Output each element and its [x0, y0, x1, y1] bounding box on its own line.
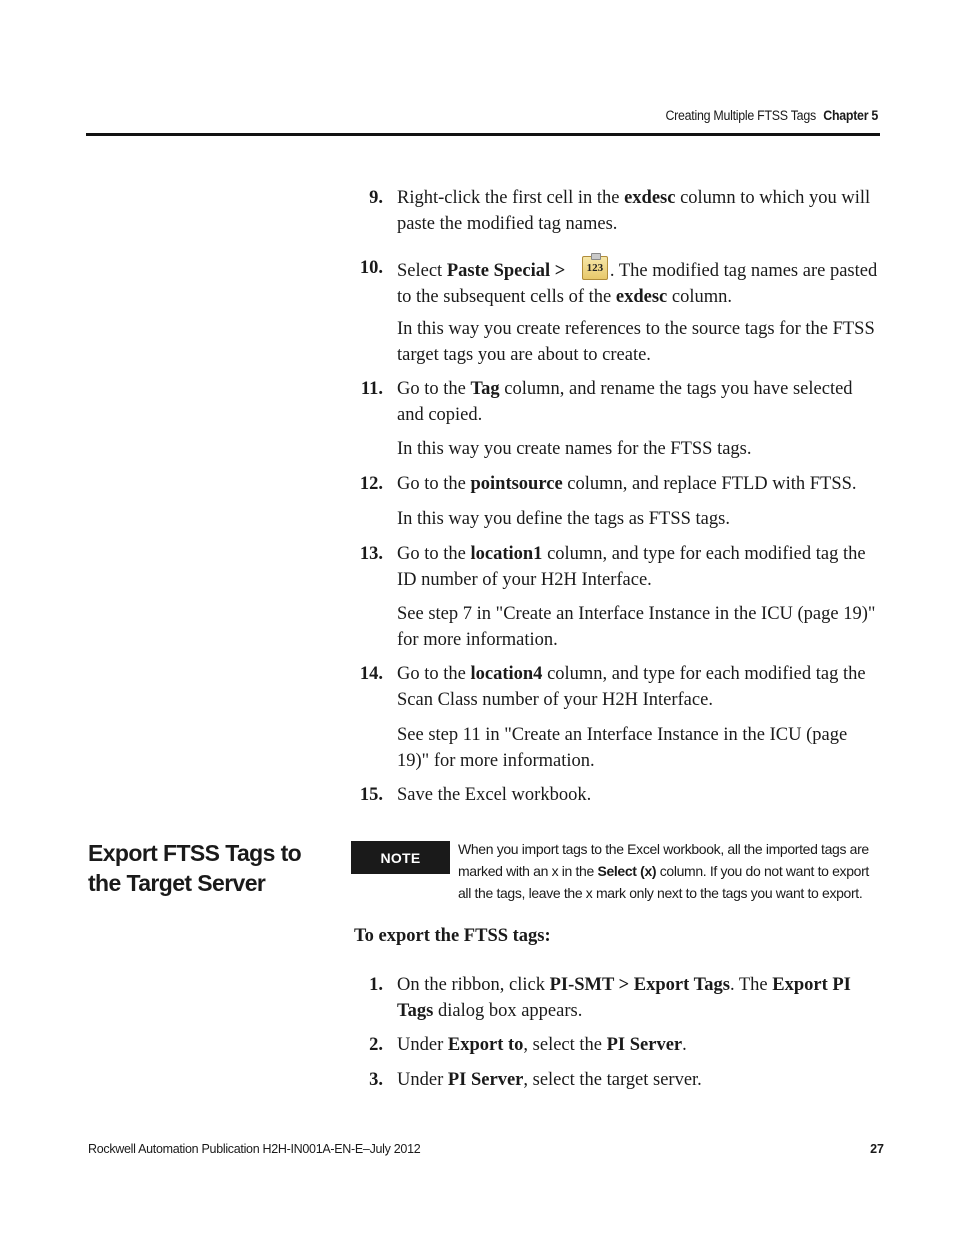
step-number: 15. [359, 785, 383, 805]
step-keyword: location4 [470, 664, 543, 684]
step-keyword: Tag [470, 379, 500, 399]
paste-values-123-icon [582, 256, 608, 280]
page-number: 27 [870, 1142, 884, 1156]
step-10-note: In this way you create references to the source tags for the FTSS target tags you are about to create. [397, 319, 875, 365]
step-12 [359, 472, 879, 498]
step-keyword: Export PI Tags [397, 975, 851, 1021]
step-text: . The modified tag names are pasted to the subsequent cells of the [397, 261, 878, 307]
step-text: column, and type for each modified tag the ID number of your H2H Interface. [397, 544, 866, 590]
step-text: column, and type for each modified tag the Scan Class number of your H2H Interface. [397, 664, 866, 710]
running-header [665, 108, 878, 123]
step-text: > [550, 261, 570, 281]
step-text: Go to the [397, 544, 471, 564]
procedure-heading: To export the FTSS tags: [354, 926, 551, 946]
step-text: Go to the [397, 379, 471, 399]
step-12-note: In this way you define the tags as FTSS tags. [397, 509, 730, 529]
step-15 [359, 783, 879, 809]
step-number: 12. [359, 474, 383, 494]
export-step-2 [369, 1033, 879, 1059]
step-keyword: PI Server [447, 1070, 524, 1090]
step-text: . [682, 1035, 687, 1055]
step-keyword: Export to [447, 1035, 524, 1055]
step-text: column, and replace FTLD with FTSS. [562, 474, 857, 494]
step-text: , select the target server. [523, 1070, 702, 1090]
step-number: 9. [369, 188, 383, 208]
step-keyword: pointsource [470, 474, 563, 494]
step-text: Right-click the first cell in the [397, 188, 625, 208]
step-11-note: In this way you create names for the FTSS tags. [397, 439, 752, 459]
step-number: 11. [360, 379, 383, 399]
step-number: 13. [359, 544, 383, 564]
step-number: 3. [369, 1070, 383, 1090]
footer-publication: Rockwell Automation Publication H2H-IN001A-EN-E–July 2012 [88, 1142, 421, 1156]
header-section-title: Creating Multiple FTSS Tags [665, 108, 816, 123]
note-keyword: Select (x) [597, 863, 657, 879]
step-keyword: PI Server [606, 1035, 683, 1055]
step-14 [359, 662, 879, 713]
note-text-part: When you import tags to the Excel workbook, all the imported tags are marked with an x in the [458, 841, 869, 879]
step-text: Save the Excel workbook. [397, 785, 592, 805]
step-text: dialog box appears. [433, 1000, 583, 1021]
step-text: Go to the [397, 474, 471, 494]
step-keyword: PI-SMT > Export Tags [549, 975, 730, 995]
step-number: 14. [359, 664, 383, 684]
step-13-note: See step 7 in "Create an Interface Instance in the ICU (page 19)" for more information. [397, 604, 876, 650]
step-number: 10. [359, 258, 383, 278]
step-text: Under [397, 1035, 448, 1055]
step-text: column, and rename the tags you have selected and copied. [397, 379, 853, 425]
step-9 [369, 186, 879, 237]
step-number: 2. [369, 1035, 383, 1055]
step-11 [360, 377, 879, 428]
step-text: . The [729, 975, 773, 995]
note-text-part: column. If you do not want to export all the tags, leave the x mark only next to the tags you want to export. [458, 863, 869, 901]
step-10 [359, 256, 879, 310]
step-keyword: location1 [470, 544, 543, 564]
step-text: Go to the [397, 664, 471, 684]
step-text: On the ribbon, click [397, 975, 550, 995]
step-keyword: exdesc [615, 286, 668, 307]
step-text: Select [397, 261, 447, 281]
section-heading: Export FTSS Tags to the Target Server [88, 840, 302, 896]
step-text: , select the [523, 1035, 607, 1055]
step-text: column. [667, 286, 732, 307]
step-13 [359, 542, 879, 593]
step-number: 1. [369, 975, 383, 995]
header-chapter: Chapter 5 [823, 108, 878, 123]
step-text: column to which you will paste the modified tag names. [397, 188, 871, 234]
header-rule [86, 133, 880, 136]
export-step-1 [369, 973, 879, 1024]
step-text: Under [397, 1070, 448, 1090]
step-keyword: Paste Special [446, 261, 551, 281]
icon-label: 123 [586, 262, 604, 274]
step-14-note: See step 11 in "Create an Interface Instance in the ICU (page 19)" for more information. [397, 725, 848, 771]
step-keyword: exdesc [624, 188, 676, 208]
note-badge: NOTE [351, 841, 450, 874]
note-text [458, 838, 883, 904]
export-step-3 [369, 1068, 879, 1094]
